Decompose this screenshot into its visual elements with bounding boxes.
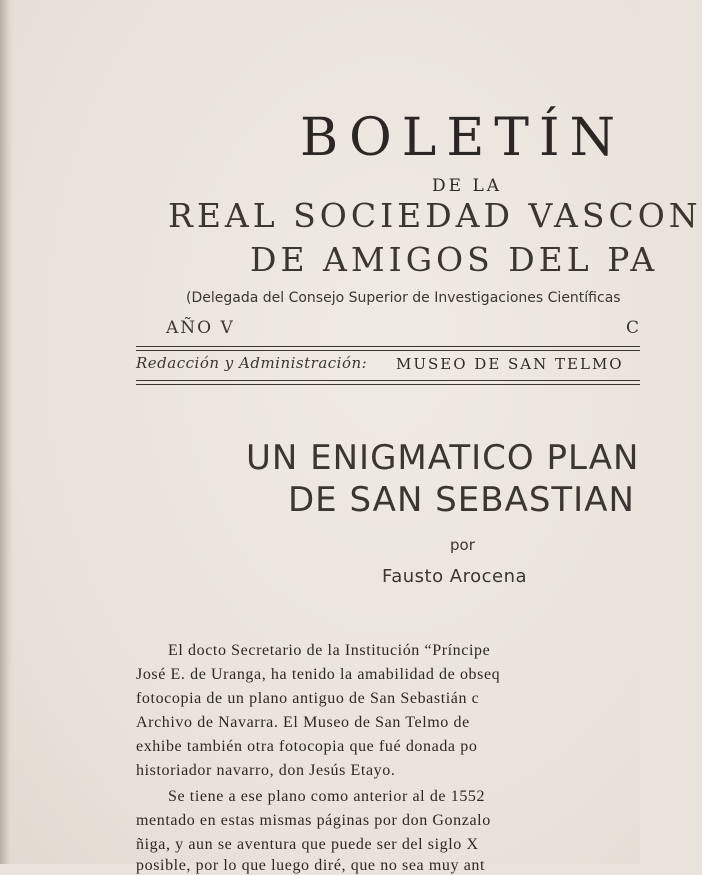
masthead-year: AÑO V [166, 318, 235, 338]
masthead-de-la: DE LA [432, 176, 503, 196]
masthead-title: BOLETÍN [300, 108, 626, 168]
body-line: Archivo de Navarra. El Museo de San Telmo de [136, 714, 470, 731]
article-title-line1: UN ENIGMATICO PLAN [246, 438, 640, 478]
masthead-delegation: (Delegada del Consejo Superior de Investigaciones Científicas [186, 290, 621, 306]
masthead-year-right: C [626, 318, 640, 338]
body-line: José E. de Uranga, ha tenido la amabilidad de obseq [136, 666, 501, 683]
body-line: exhibe también otra fotocopia que fué donada po [136, 738, 478, 755]
masthead-society-line1: REAL SOCIEDAD VASCON [168, 196, 702, 235]
body-line: El docto Secretario de la Institución “Príncipe [168, 642, 491, 659]
masthead-rule-top [136, 346, 640, 347]
body-line: mentado en estas mismas páginas por don Gonzalo [136, 812, 491, 829]
masthead-rule-bottom-inner [136, 380, 640, 381]
body-line: Se tiene a ese plano como anterior al de 1552 [168, 788, 486, 805]
body-line: ñiga, y aun se aventura que puede ser del siglo X [136, 836, 479, 853]
redaccion-label: Redacción y Administración: [136, 354, 368, 372]
article-title-line2: DE SAN SEBASTIAN [288, 480, 635, 520]
article-by: por [450, 536, 475, 554]
masthead-rule-bottom [136, 384, 640, 385]
masthead-rule-top-inner [136, 350, 640, 351]
book-spine-shadow [0, 0, 12, 864]
article-author: Fausto Arocena [382, 566, 528, 587]
body-line: posible, por lo que luego diré, que no sea muy ant [136, 857, 486, 874]
body-line: historiador navarro, don Jesús Etayo. [136, 762, 396, 779]
masthead-society-line2: DE AMIGOS DEL PA [250, 240, 659, 279]
redaccion-value: MUSEO DE SAN TELMO [396, 355, 624, 373]
body-line: fotocopia de un plano antiguo de San Sebastián c [136, 690, 480, 707]
